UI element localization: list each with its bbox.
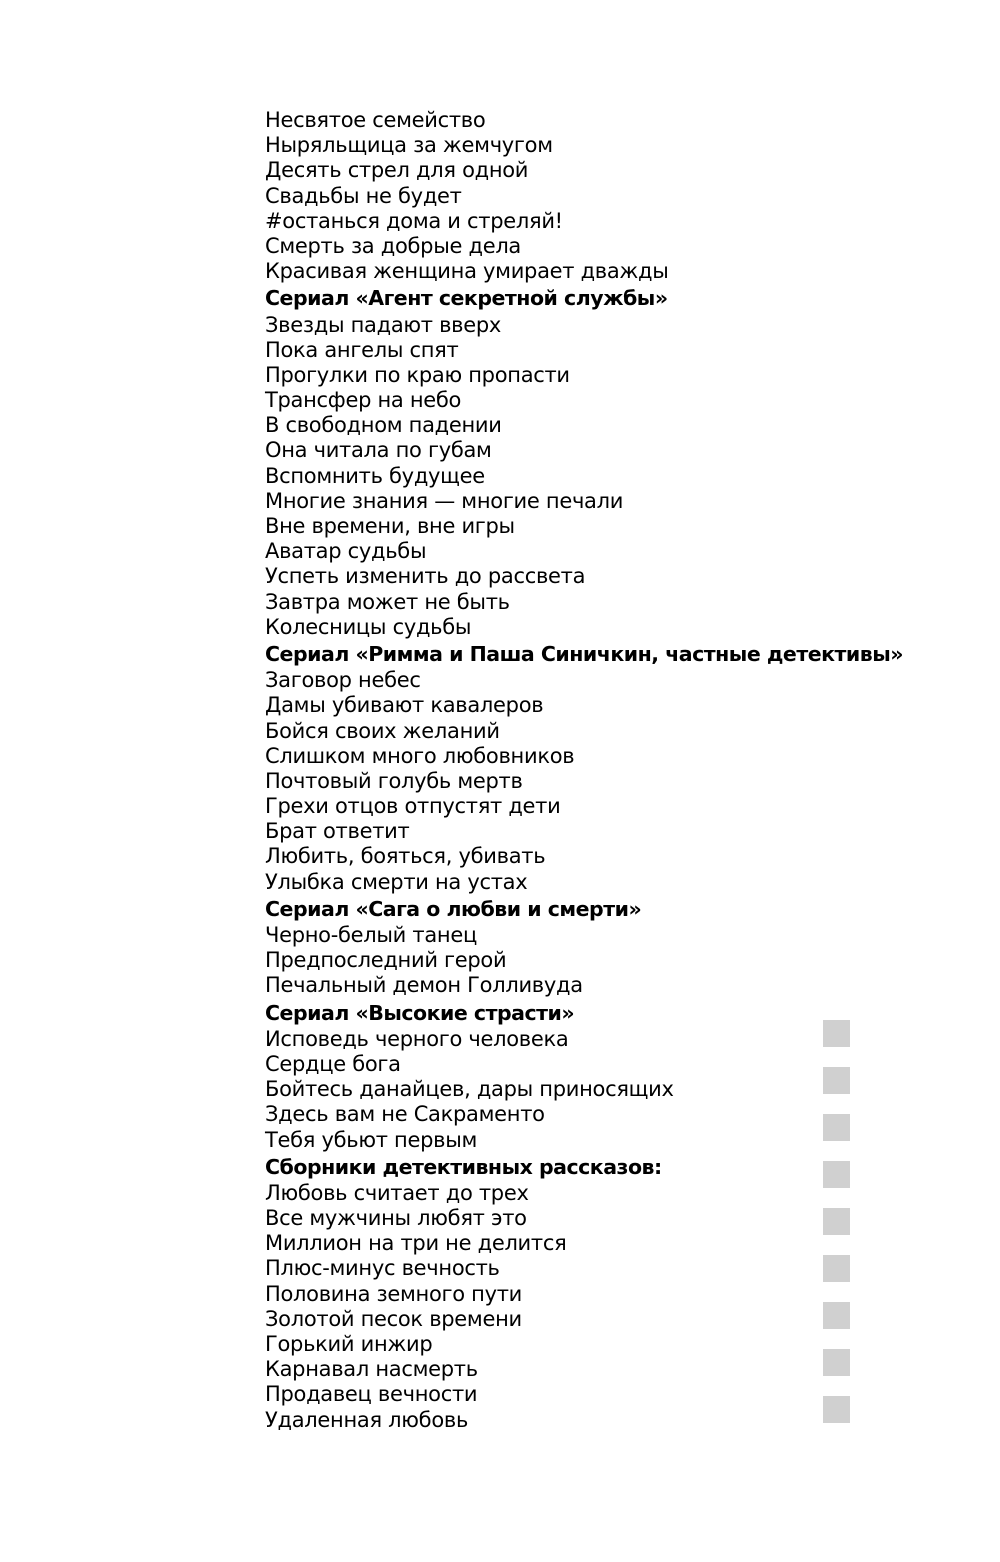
- book-title: Удаленная любовь: [265, 1407, 469, 1432]
- book-title: Трансфер на небо: [265, 388, 462, 413]
- book-title: Десять стрел для одной: [265, 158, 529, 183]
- book-title: Горький инжир: [265, 1332, 433, 1356]
- edge-mark: [823, 1396, 850, 1423]
- edge-mark: [823, 1020, 850, 1047]
- book-title: Заговор небес: [265, 668, 421, 693]
- book-title: Исповедь черного человека: [265, 1026, 569, 1051]
- series-heading: Сборники детективных рассказов:: [265, 1154, 662, 1179]
- book-title: Сердце бога: [265, 1051, 401, 1076]
- book-title: Любовь считает до трех: [265, 1180, 529, 1205]
- book-title: Печальный демон Голливуда: [265, 973, 583, 998]
- series-heading: Сериал «Высокие страсти»: [265, 1000, 575, 1025]
- side-marks: [823, 1020, 851, 1443]
- edge-mark: [823, 1349, 850, 1376]
- book-title: Слишком много любовников: [265, 743, 575, 768]
- series-heading: Сериал «Римма и Паша Синичкин, частные детективы»: [265, 641, 904, 666]
- book-title: В свободном падении: [265, 413, 502, 438]
- book-title: Дамы убивают кавалеров: [265, 693, 544, 718]
- book-title: Плюс-минус вечность: [265, 1256, 500, 1281]
- book-title: Завтра может не быть: [265, 589, 510, 614]
- book-title: Пока ангелы спят: [265, 337, 459, 362]
- book-title: Предпоследний герой: [265, 948, 507, 973]
- series-heading: Сериал «Агент секретной службы»: [265, 286, 668, 311]
- book-title: Вне времени, вне игры: [265, 514, 515, 538]
- edge-mark: [823, 1161, 850, 1188]
- edge-mark: [823, 1114, 850, 1141]
- book-title: Улыбка смерти на устах: [265, 869, 528, 894]
- book-title: Черно-белый танец: [265, 923, 477, 947]
- book-title: Колесницы судьбы: [265, 614, 472, 639]
- book-title: Почтовый голубь мертв: [265, 768, 523, 793]
- book-title: Тебя убьют первым: [265, 1127, 478, 1152]
- edge-mark: [823, 1255, 850, 1282]
- book-title: Миллион на три не делится: [265, 1231, 567, 1256]
- book-title: Ныряльщица за жемчугом: [265, 133, 553, 158]
- book-title: Продавец вечности: [265, 1382, 478, 1407]
- book-title: Звезды падают вверх: [265, 312, 502, 337]
- book-title: Половина земного пути: [265, 1281, 523, 1306]
- edge-mark: [823, 1067, 850, 1094]
- book-title: Свадьбы не будет: [265, 183, 462, 208]
- book-title: Прогулки по краю пропасти: [265, 362, 570, 387]
- book-title: Любить, бояться, убивать: [265, 844, 546, 869]
- book-title: Здесь вам не Сакраменто: [265, 1102, 545, 1127]
- series-heading: Сериал «Сага о любви и смерти»: [265, 896, 642, 921]
- edge-mark: [823, 1302, 850, 1329]
- book-title: #останься дома и стреляй!: [265, 208, 563, 233]
- book-title: Успеть изменить до рассвета: [265, 564, 586, 589]
- book-title: Золотой песок времени: [265, 1306, 522, 1331]
- book-title: Вспомнить будущее: [265, 463, 485, 488]
- book-title: Бойся своих желаний: [265, 718, 500, 743]
- book-title-list: [265, 108, 905, 1433]
- book-title: Бойтесь данайцев, дары приносящих: [265, 1077, 674, 1102]
- book-title: Многие знания — многие печали: [265, 488, 624, 513]
- book-title: Аватар судьбы: [265, 539, 427, 564]
- edge-mark: [823, 1208, 850, 1235]
- book-title: Смерть за добрые дела: [265, 233, 522, 258]
- book-title: Грехи отцов отпустят дети: [265, 794, 561, 819]
- book-title: Красивая женщина умирает дважды: [265, 259, 669, 284]
- book-title: Все мужчины любят это: [265, 1206, 527, 1231]
- book-title: Карнавал насмерть: [265, 1357, 478, 1382]
- book-title: Она читала по губам: [265, 438, 492, 463]
- book-title: Несвятое семейство: [265, 108, 486, 132]
- book-title: Брат ответит: [265, 819, 410, 844]
